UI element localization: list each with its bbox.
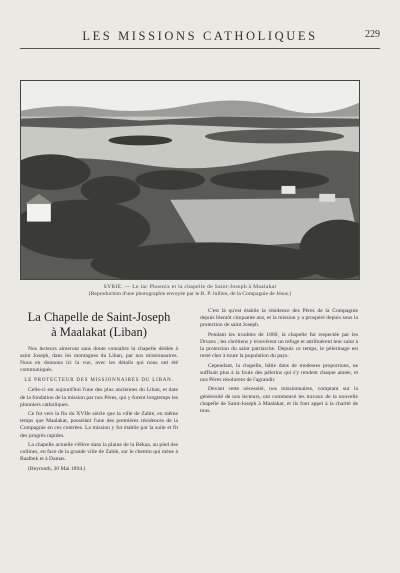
article-lead: Nos lecteurs aimeront sans doute connaître la chapelle dédiée à saint Joseph, dans les montagnes du Liban, par nos missionnaires. Nous en donnons ici la vue, avec les détails qui nous ont été communiqués. xyxy=(20,346,178,374)
article-title xyxy=(20,310,178,340)
lake-island xyxy=(108,135,172,145)
right-paragraph: C'est là qu'est établie la résidence des Pères de la Compagnie depuis bientôt cinquante ans, et la mission y a prospéré depuis sous la protection de saint Joseph. xyxy=(200,308,358,329)
left-paragraph: La chapelle actuelle s'élève dans la plaine de la Békaa, au pied des collines, en face de la grande ville de Zahlé, sur le chemin qui mène à Baalbek et à Damas. xyxy=(20,442,178,463)
left-paragraph: Celle-ci est aujourd'hui l'une des plus anciennes du Liban, et date de la fondation de la mission par nos Pères, qui y furent longtemps les pionniers catholiques. xyxy=(20,387,178,408)
caption-credit: (Reproduction d'une photographie envoyée par le R. P. Jullien, de la Compagnie de Jésus.) xyxy=(88,291,292,297)
section-subhead: LE PROTECTEUR DES MISSIONNAIRES DU LIBAN. xyxy=(24,378,174,384)
page-number: 229 xyxy=(365,29,380,40)
landscape-photo xyxy=(20,80,360,280)
left-paragraph: Ce fut vers la fin du XVIIe siècle que la ville de Zahlé, en même temps que Maalakat, possédait l'une des premières résidences de la Compagnie en ces contrées. La mission y fut établie par la suite et fit des progrès rapides. xyxy=(20,411,178,439)
right-column xyxy=(200,308,358,417)
lake-island-right xyxy=(205,130,344,144)
right-paragraph: Cependant, la chapelle, bâtie dans de modestes proportions, ne suffisait plus à la foule des pèlerins qui s'y rendent chaque année, et nos Pères résolurent de l'agrandir. xyxy=(200,362,358,383)
right-paragraph: Pendant les troubles de 1860, la chapelle fut respectée par les Druzes ; les chrétiens y trouvèrent un refuge et attribuèrent leur salut à la protection du saint patriarche. Depuis ce temps, le pèlerinage est resté cher à toute la population du pays. xyxy=(200,331,358,360)
running-header xyxy=(20,26,380,49)
article-title-line-2: à Maalakat (Liban) xyxy=(51,325,147,339)
dateline: (Beyrouth, 30 Mai 1894.) xyxy=(28,465,86,472)
journal-title: LES MISSIONS CATHOLIQUES xyxy=(82,29,318,43)
right-paragraph: Devant cette nécessité, nos missionnaires, comptant sur la générosité de nos lecteurs, ont commencé les travaux de la nouvelle chapelle de Saint-Joseph à Maalakat, et ils font appel à la charité de tous. xyxy=(200,386,358,414)
left-column xyxy=(20,308,178,476)
lake-landscape-illustration xyxy=(21,81,359,279)
article-title-line-1: La Chapelle de Saint-Joseph xyxy=(27,310,171,324)
photo-caption xyxy=(20,284,360,298)
caption-title: SYRIE. — Le lac Phoenix et la chapelle de Saint-Joseph à Maalakat xyxy=(103,284,277,290)
